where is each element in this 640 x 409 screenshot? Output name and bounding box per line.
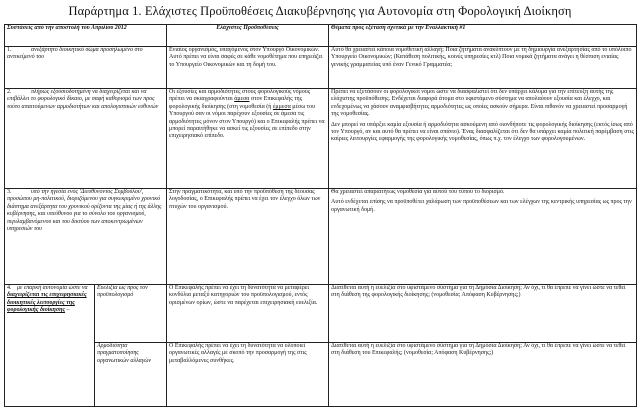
issues-cell bbox=[329, 189, 637, 285]
issues-cell bbox=[329, 89, 637, 189]
min-text-part: Οι εξουσίες και αρμοδιότητες στους φορολογικούς νόμους πρέπει να σκιαγραφούνται bbox=[169, 89, 311, 103]
min-text-indirect: έμμεσα bbox=[272, 103, 291, 110]
row-number: 3. bbox=[7, 189, 12, 195]
subcategory-cell: Ευελιξία ως προς τον προϋπολογισμό bbox=[95, 285, 167, 343]
subcategory-cell: Αρμοδιότητα πραγματοποίησης οργανωτικών αλλαγών bbox=[95, 343, 167, 407]
recommendation-cell bbox=[5, 89, 167, 189]
issues-cell: Αυτό θα χρειαστεί κάποια νομοθετική αλλαγή; Ποια ζητήματα ανακύπτουν με τη δημιουργία ανεξαρτησίας από το υπόλοιπο Υπουργείο Οικονομικών; (Κατάθεση πολιτικής, κοινές υπηρεσίες κτλ) Ποια νομικά ζητήματα ανάγει η θέσπιση ενιαίας γενικής γραμματείας υπό έναν Γενικό Γραμματέα; bbox=[329, 47, 637, 89]
min-requirement-cell: Ο Επικεφαλής πρέπει να έχει τη δυνατότητα να υλοποιεί οργανωτικές αλλαγές με σκοπό την προσαρμογή της στις μεταβαλλόμενες συνθήκες. bbox=[167, 343, 329, 407]
min-requirement-cell: Ο Επικεφαλής πρέπει να έχει τη δυνατότητα να μεταφέρει κονδύλια μεταξύ κατηγοριών του προϋπολογισμού, εντός ορισμένων ορίων, ώστε να παρέχεται επιχειρησιακή ευελιξία. bbox=[167, 285, 329, 343]
recommendation-text: με επαρκή αυτονομία ώστε να bbox=[17, 285, 88, 291]
recommendation-cell bbox=[5, 189, 167, 285]
recommendation-text: υπό την ηγεσία ενός 'Διευθύνοντος Συμβούλου', προσώπου μη-πολιτικού, διοριζόμενου για συγκεκριμένο χρονικό διάστημα ανεξάρτητα του χρονικού ορίζοντα της μίας ή της άλλης κυβέρνησης, και υπεύθυνου για το σύνολο του οργανισμού, περιλαμβανόμενου και του δικτύου των αποκεντρωμένων υπηρεσιών του bbox=[7, 189, 162, 233]
issues-cell: Διατίθεται αυτή η ευελιξία στο υφιστάμενο σύστημα για τη Δημόσια Διοίκηση; Αν όχι, τι θα έπρεπε να γίνει ώστε να τεθεί στη διάθεση της φορολογικής διοίκησης; (νομοθεσία; Απόφαση Κυβέρνησης;) bbox=[329, 285, 637, 343]
row-number: 2. bbox=[7, 89, 12, 95]
min-text-direct: άμεσα bbox=[234, 96, 250, 103]
issues-paragraph: Αυτό ενδέχεται επίσης να προϋποθέτει χαλάρωση των προϋποθέσεων και των ελέγχων της κεντρικής υπηρεσίας ως προς την οργανωτική δομή. bbox=[331, 199, 632, 213]
min-requirement-cell: Ενιαίος οργανισμός, υπαγόμενος στον Υπουργό Οικονομικών. Αυτό πρέπει να είναι σαφές σε κάθε νομοθέτημα που επηρεάζει το Υπουργείο Οικονομικών και τη δομή του. bbox=[167, 47, 329, 89]
requirements-table bbox=[4, 24, 637, 407]
recommendation-cell bbox=[5, 285, 95, 407]
min-text-part: στον Επικεφαλής της φορολογικής διοίκησης (στη νομοθεσία (ή bbox=[169, 96, 303, 110]
recommendation-text: πλήρως εξουσιοδοτημένη να διαχειρίζεται και να επιβάλλει το φορολογικό δίκαιο, με σαφή καθορισμό των προς τούτο απαιτούμενων αρμοδιοτήτων και απολογιστικών ευθυνών bbox=[7, 89, 159, 110]
table-row bbox=[5, 343, 637, 407]
header-issues: Θέματα προς εξέταση σχετικά με την Εναλλακτική #1 bbox=[329, 25, 637, 47]
recommendation-text: ανεξάρτητο διοικητικό σώμα προσηλωμένο στο αντικείμενό του bbox=[7, 47, 143, 61]
min-requirement-cell: Στην πραγματικότητα, και υπό την προϋπόθεση της δέουσας λογοδοσίας, ο Επικεφαλής πρέπει να έχει τον έλεγχο όλων των πτυχών του οργανισμού. bbox=[167, 189, 329, 285]
table-row bbox=[5, 89, 637, 189]
table-header-row bbox=[5, 25, 637, 47]
table-row bbox=[5, 285, 637, 343]
min-text-part: μέσω του Υπουργού σαν οι νόμοι παρέχουν εξουσίες σε άμεσα τις αρμοδιότητες μόνον στον Υπουργό) και ο Επικεφαλής πρέπει να μπορεί παραιτήθηκε να ασκεί τις εξουσίες σε επίπεδο στην επιχειρησιακό επίπεδο. bbox=[169, 103, 325, 140]
issues-paragraph: Θα χρειαστεί απαραιτήτως νομοθεσία για αυτού του τύπου το διορισμό. bbox=[331, 189, 505, 195]
header-min-requirements: Ελάχιστες Προϋποθέσεις bbox=[167, 25, 329, 47]
row-number: 4. bbox=[7, 285, 12, 291]
min-requirement-cell bbox=[167, 89, 329, 189]
issues-paragraph: Δεν μπορεί να υπάρξει καμία εξουσία ή αρμοδιότητα ασκούμενη από οιονδήποτε τις φορολογικής διοίκησης (εκτός ίσως από τον Υπουργό, αν και αυτό θα πρέπει να είναι σπάνιο). Ένας διασφαλίζεται ότι δεν θα υπάρχει καμία πολιτική παρέμβαση στις καίριες λειτουργίες εφαρμογής της φορολογικής νομοθεσίας, όπως π.χ. τον έλεγχο των φορολογουμένων. bbox=[331, 121, 634, 143]
table-row bbox=[5, 47, 637, 89]
recommendation-text: – bbox=[65, 307, 70, 314]
issues-paragraph: Πρέπει να εξετάσουν οι φορολογικοί νόμοι ώστε να διασφαλιστεί ότι δεν υπάρχει κάλυμα για την επίτευξη αυτής της ελάχιστης προϋπόθεσης. Ενδέχεται διαφορά άτομα στο υφιστάμενο σύστημα να απολαύουν εξουσία και έλεγχο, και ενδεχομένως να χάσουν αναμφισβήτητες αρμοδιότητες ως οποίες ασκούν σήμερα. Είναι πιθανόν να χρειαστεί προσαρμογή της νομοθεσίας. bbox=[331, 89, 628, 118]
header-recommendations: Συστάσεις από την αποστολή του Απριλίου 2012 bbox=[5, 25, 167, 47]
table-row bbox=[5, 189, 637, 285]
row-number: 1. bbox=[7, 47, 12, 53]
recommendation-cell bbox=[5, 47, 167, 89]
recommendation-emphasis: διαχειρίζεται τις επιχειρησιακές διοικητικές λειτουργίες της φορολογικής διοίκησης bbox=[7, 292, 87, 314]
issues-cell: Διατίθεται αυτή η ευελιξία στο υφιστάμενο σύστημα για τη Δημόσια Διοίκηση; Αν όχι, τι θα έπρεπε να γίνει ώστε να τεθεί στη διάθεση του Επικεφαλής; (νομοθεσία; Απόφαση Κυβέρνησης;) bbox=[329, 343, 637, 407]
page-title: Παράρτημα 1. Ελάχιστες Προϋποθέσεις Διακυβέρνησης για Αυτονομία στη Φορολογική Διοίκηση bbox=[68, 4, 572, 18]
